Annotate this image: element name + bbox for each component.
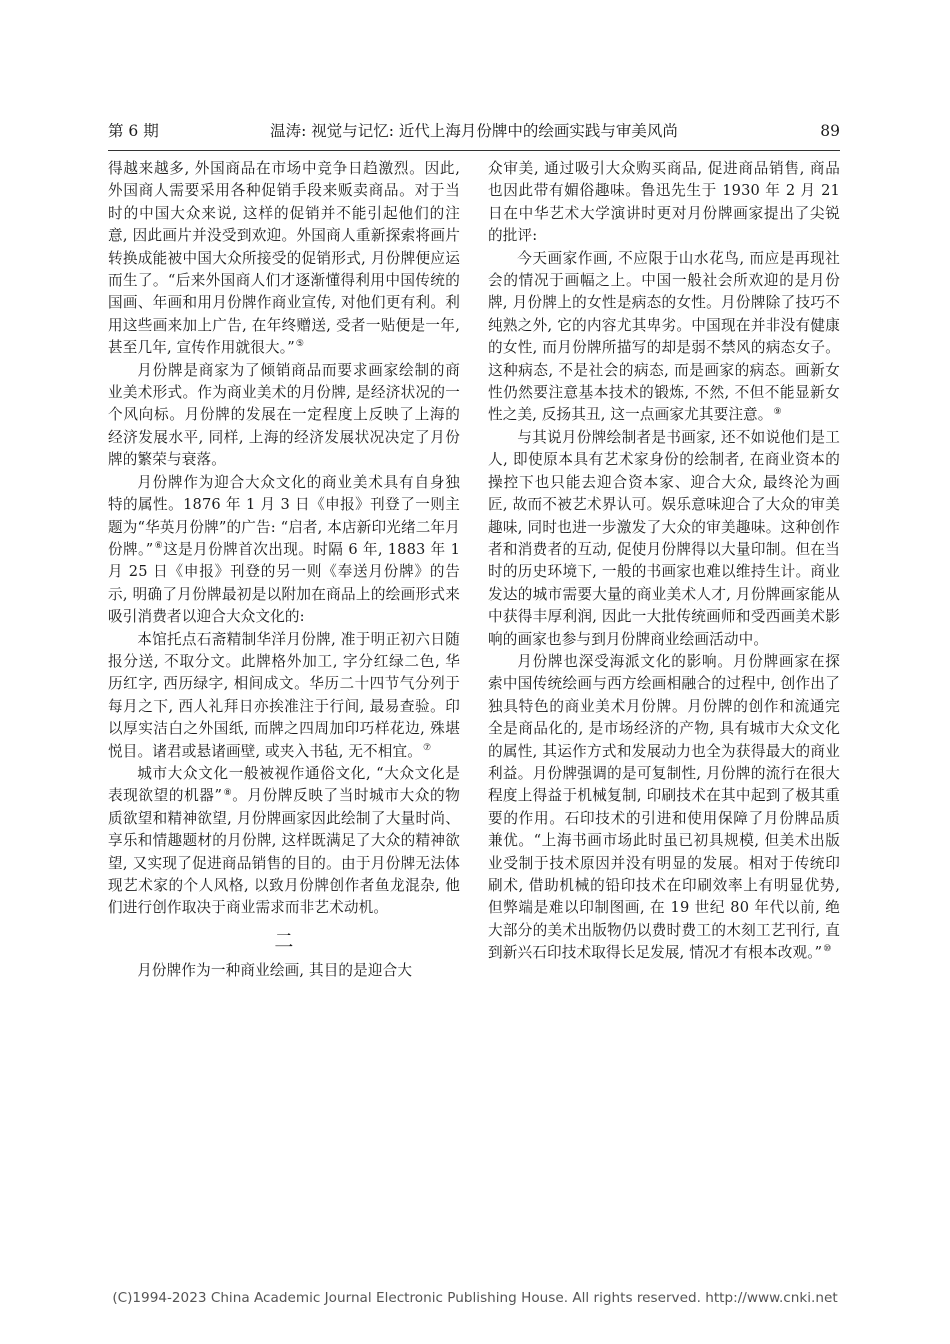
paragraph-text: 月份牌作为一种商业绘画, 其目的是迎合大 — [137, 961, 413, 979]
paragraph — [108, 158, 460, 360]
footnote-ref[interactable]: ⑦ — [423, 742, 432, 753]
footnote-ref[interactable]: ⑥ — [154, 541, 164, 552]
block-quote — [108, 629, 460, 763]
section-heading: 二 — [274, 929, 294, 952]
paragraph-text: 月份牌是商家为了倾销商品而要求画家绘制的商业美术形式。作为商业美术的月份牌, 是经济状况的一个风向标。月份牌的发展在一定程度上反映了上海的经济发展水平, 同样, 上海的经济发展状况决定了月份牌的繁荣与衰落。 — [108, 361, 460, 469]
quote-text: 本馆托点石斋精制华洋月份牌, 准于明正初六日随报分送, 不取分文。此牌格外加工, 字分红绿二色, 华历红字, 西历绿字, 相间成文。华历二十四节气分列于每月之下, 西人礼拜日亦挨准注于行间, 最易查验。印以厚实洁白之外国纸, 而牌之四周加印巧样花边, 殊堪悦目。诸君或悬诸画壁, 或夹入书毡, 无不相宜。 — [108, 630, 460, 760]
paragraph-text: 。月份牌反映了当时城市大众的物质欲望和精神欲望, 月份牌画家因此绘制了大量时尚、享乐和情趣题材的月份牌, 这样既满足了大众的精神欲望, 又实现了促进商品销售的目的。由于月份牌无法体现艺术家的个人风格, 以致月份牌创作者鱼龙混杂, 他们进行创作取决于商业需求而非艺术动机。 — [108, 787, 460, 917]
paragraph-text: 月份牌作为迎合大众文化的商业美术具有自身独特的属性。1876 年 1 月 3 日《申报》刊登了一则主题为“华英月份牌”的广告: “启者, 本店新印光绪二年月份牌。” — [108, 473, 460, 558]
right-column — [488, 158, 840, 965]
running-title: 温涛: 视觉与记忆: 近代上海月份牌中的绘画实践与审美风尚 — [270, 122, 678, 140]
left-column — [108, 158, 460, 982]
paragraph — [108, 763, 460, 920]
header-rule — [108, 150, 840, 151]
footnote-ref[interactable]: ⑨ — [773, 406, 782, 417]
paragraph — [108, 960, 460, 982]
paragraph — [488, 651, 840, 965]
footnote-ref[interactable]: ⑧ — [223, 787, 233, 798]
footnote-ref[interactable]: ⑩ — [823, 944, 832, 955]
paragraph — [488, 158, 840, 248]
paragraph — [108, 360, 460, 472]
paragraph-text: 这是月份牌首次出现。时隔 6 年, 1883 年 1 月 25 日《申报》刊登的另一则《奉送月份牌》的告示, 明确了月份牌最初是以附加在商品上的绘画形式来吸引消费者以迎合大众文化的: — [108, 540, 461, 626]
block-quote — [488, 248, 840, 427]
footnote-ref[interactable]: ⑤ — [295, 339, 305, 350]
paragraph-text: 与其说月份牌绘制者是书画家, 还不如说他们是工人, 即使原本具有艺术家身份的绘制者, 在商业资本的操控下也只能去迎合资本家、迎合大众, 最终沦为画匠, 故而不被艺术界认可。娱乐意味迎合了大众的审美趣味, 同时也进一步激发了大众的审美趣味。这种创作者和消费者的互动, 促使月份牌得以大量印制。但在当时的历史环境下, 一般的书画家也难以维持生计。商业发达的城市需要大量的商业美术人才, 月份牌画家能从中获得丰厚利润, 因此一大批传统画师和受西画美术影响的画家也参与到月份牌商业绘画活动中。 — [488, 428, 840, 648]
page-number: 89 — [820, 122, 840, 140]
running-header — [108, 118, 840, 144]
quote-text: 今天画家作画, 不应限于山水花鸟, 而应是再现社会的情况于画幅之上。中国一般社会所欢迎的是月份牌, 月份牌上的女性是病态的女性。月份牌除了技巧不纯熟之外, 它的内容尤其卑劣。中国现在并非没有健康的女性, 而月份牌所描写的却是弱不禁风的病态女子。这种病态, 不是社会的病态, 而是画家的病态。画新女性仍然要注意基本技术的锻炼, 不然, 不但不能显新女性之美, 反扬其丑, 这一点画家尤其要注意。 — [488, 249, 840, 424]
paragraph — [488, 427, 840, 651]
paragraph-text: 得越来越多, 外国商品在市场中竞争日趋激烈。因此, 外国商人需要采用各种促销手段来贩卖商品。对于当时的中国大众来说, 这样的促销并不能引起他们的注意, 因此画片并没受到欢迎。外国商人重新探索将画片转换成能被中国大众所接受的促销形式, 月份牌便应运而生了。“后来外国商人们才逐渐懂得利用中国传统的国画、年画和用月份牌作商业宣传, 对他们更有利。利用这些画来加上广告, 在年终赠送, 受者一贴便是一年, 甚至几年, 宣传作用就很大。” — [108, 160, 460, 357]
paragraph-text: 城市大众文化一般被视作通俗文化, “大众文化是表现欲望的机器” — [108, 764, 460, 805]
paragraph-text: 月份牌也深受海派文化的影响。月份牌画家在探索中国传统绘画与西方绘画相融合的过程中, 创作出了独具特色的商业美术月份牌。月份牌的创作和流通完全是商品化的, 是市场经济的产物, 具有城市大众文化的属性, 其运作方式和发展动力也全为获得最大的商业利益。月份牌强调的是可复制性, 月份牌的流行在很大程度上得益于机械复制, 印刷技术在其中起到了极其重要的作用。石印技术的引进和使用保障了月份牌品质兼优。“上海书画市场此时虽已初具规模, 但美术出版业受制于技术原因并没有明显的发展。相对于传统印刷术, 借助机械的铅印技术在印刷效率上有明显优势, 但弊端是难以印制图画, 在 19 世纪 80 年代以前, 绝大部分的美术出版物仍以费时费工的木刻工艺刊行, 直到新兴石印技术取得长足发展, 情况才有根本改观。” — [488, 652, 840, 962]
paragraph — [108, 472, 460, 629]
copyright-footer: (C)1994-2023 China Academic Journal Electronic Publishing House. All rights reserved. http://www.cnki.net — [112, 1290, 838, 1306]
paragraph-text: 众审美, 通过吸引大众购买商品, 促进商品销售, 商品也因此带有媚俗趣味。鲁迅先生于 1930 年 2 月 21 日在中华艺术大学演讲时更对月份牌画家提出了尖锐的批评: — [488, 160, 840, 245]
issue-number: 第 6 期 — [108, 122, 159, 140]
